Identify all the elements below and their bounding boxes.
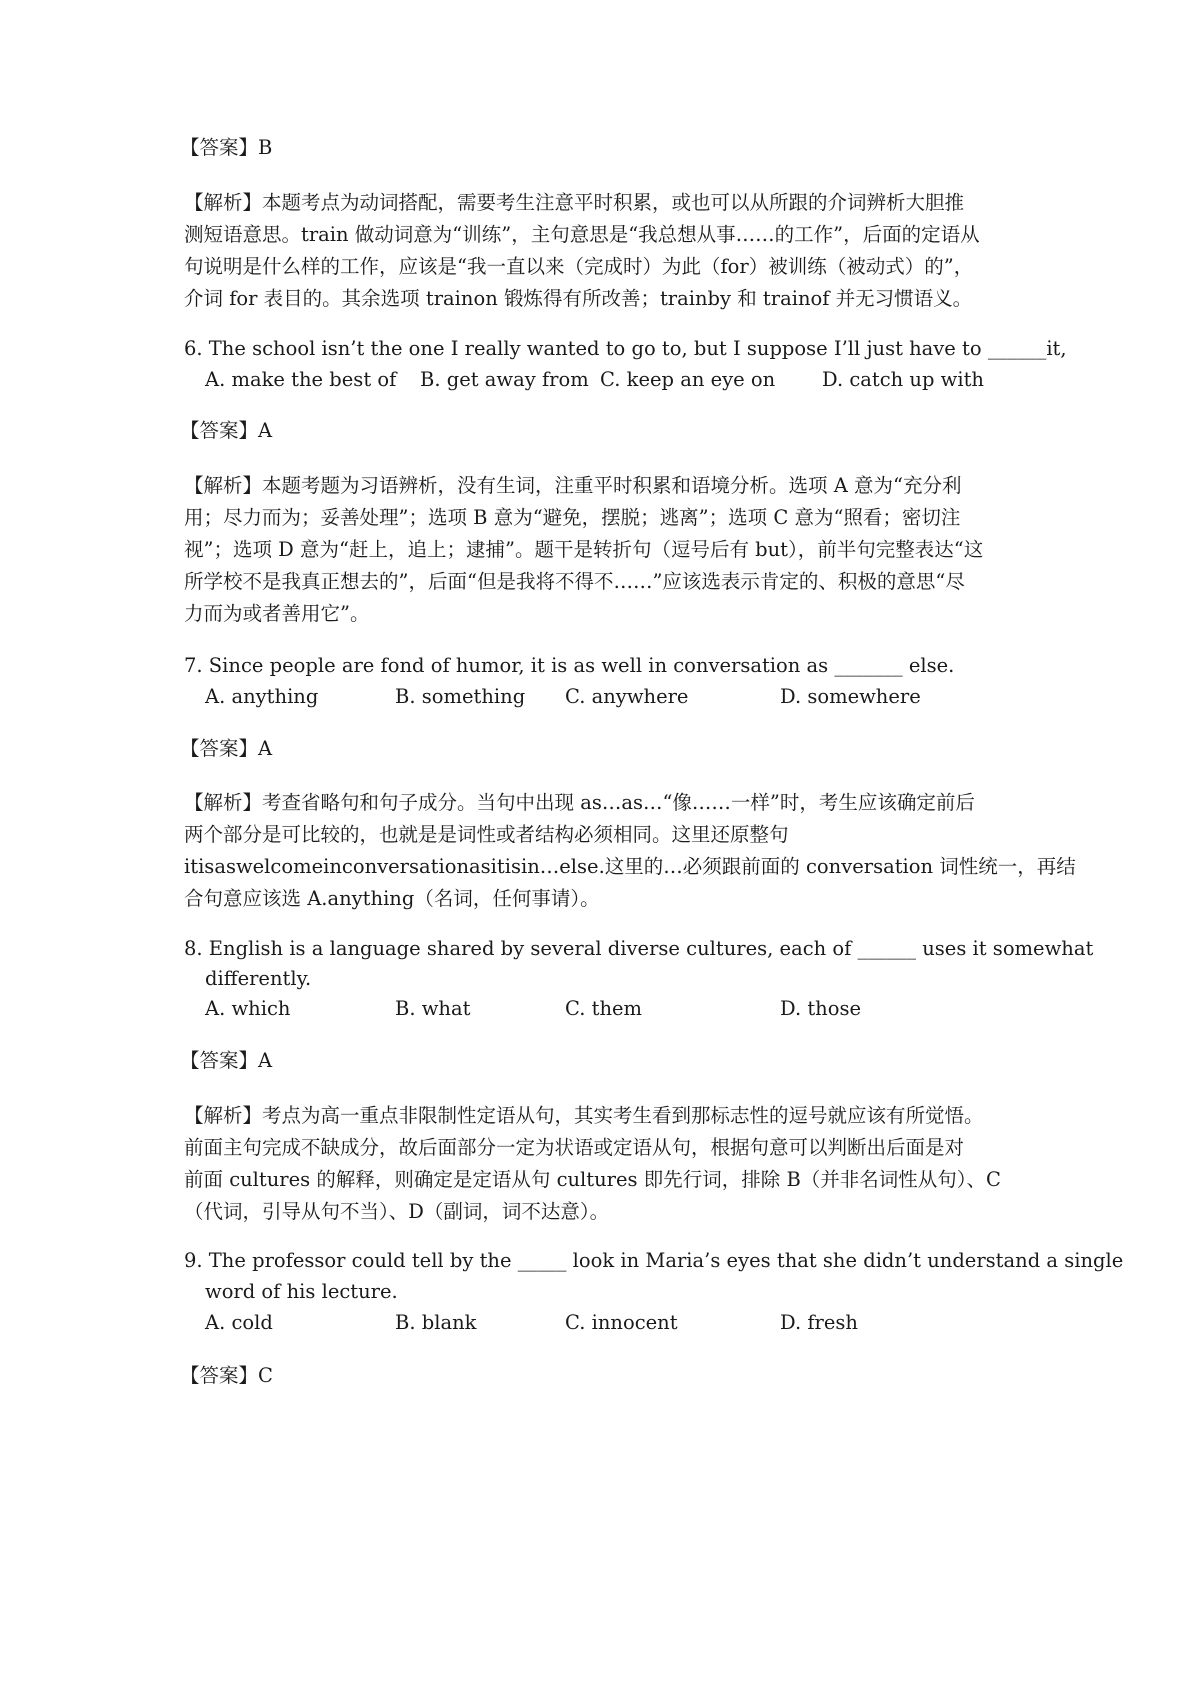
option-d: D. somewhere: [780, 685, 921, 708]
option-c: C. innocent: [565, 1311, 678, 1334]
analysis-6-line: 用；尽力而为；妥善处理”；选项 B 意为“避免，摆脱；逃离”；选项 C 意为“照看；密切注: [184, 506, 961, 529]
option-a: A. which: [205, 997, 291, 1020]
option-a: A. make the best of: [205, 368, 397, 391]
analysis-7-line: 【解析】考查省略句和句子成分。当句中出现 as…as…“像……一样”时，考生应该确定前后: [184, 791, 975, 814]
answer-8: 【答案】A: [180, 1049, 273, 1072]
analysis-5-line: 测短语意思。train 做动词意为“训练”，主句意思是“我总想从事……的工作”，后面的定语从: [184, 223, 980, 246]
analysis-7-line: 两个部分是可比较的，也就是是词性或者结构必须相同。这里还原整句: [184, 823, 789, 846]
analysis-7-line: itisaswelcomeinconversationasitisin…else.这里的…必须跟前面的 conversation 词性统一，再结: [184, 855, 1076, 878]
option-d: D. catch up with: [822, 368, 984, 391]
question-8-stem: differently.: [205, 967, 312, 990]
analysis-6-line: 力而为或者善用它”。: [184, 602, 370, 625]
question-7-stem: 7. Since people are fond of humor, it is as well in conversation as _______ else.: [184, 654, 955, 677]
analysis-5-line: 介词 for 表目的。其余选项 trainon 锻炼得有所改善；trainby 和 trainof 并无习惯语义。: [184, 287, 973, 310]
question-9-stem: word of his lecture.: [205, 1280, 398, 1303]
option-a: A. cold: [205, 1311, 273, 1334]
option-b: B. what: [395, 997, 471, 1020]
analysis-5-line: 句说明是什么样的工作，应该是“我一直以来（完成时）为此（for）被训练（被动式）的”，: [184, 255, 974, 278]
analysis-8-line: 【解析】考点为高一重点非限制性定语从句，其实考生看到那标志性的逗号就应该有所觉悟。: [184, 1104, 984, 1127]
option-b: B. get away from: [420, 368, 589, 391]
analysis-6-line: 视”；选项 D 意为“赶上，追上；逮捕”。题干是转折句（逗号后有 but），前半句完整表达“这: [184, 538, 984, 561]
question-6-stem: 6. The school isn’t the one I really wanted to go to, but I suppose I’ll just have to ______it,: [184, 337, 1067, 360]
analysis-8-line: （代词，引导从句不当）、D（副词，词不达意）。: [184, 1200, 610, 1223]
answer-6: 【答案】A: [180, 419, 273, 442]
analysis-8-line: 前面主句完成不缺成分，故后面部分一定为状语或定语从句，根据句意可以判断出后面是对: [184, 1136, 965, 1159]
question-8-stem: 8. English is a language shared by several diverse cultures, each of ______ uses it somewhat: [184, 937, 1094, 960]
option-c: C. keep an eye on: [600, 368, 776, 391]
answer-5: 【答案】B: [180, 136, 273, 159]
analysis-6-line: 【解析】本题考题为习语辨析，没有生词，注重平时积累和语境分析。选项 A 意为“充分利: [184, 474, 962, 497]
option-a: A. anything: [205, 685, 319, 708]
option-b: B. blank: [395, 1311, 477, 1334]
option-d: D. those: [780, 997, 862, 1020]
option-c: C. anywhere: [565, 685, 689, 708]
answer-7: 【答案】A: [180, 737, 273, 760]
option-d: D. fresh: [780, 1311, 858, 1334]
question-9-stem: 9. The professor could tell by the _____ look in Maria’s eyes that she didn’t understand a single: [184, 1249, 1124, 1272]
analysis-7-line: 合句意应该选 A.anything（名词，任何事请）。: [184, 887, 600, 910]
option-c: C. them: [565, 997, 643, 1020]
analysis-8-line: 前面 cultures 的解释，则确定是定语从句 cultures 即先行词，排除 B（并非名词性从句）、C: [184, 1168, 1001, 1191]
option-b: B. something: [395, 685, 526, 708]
analysis-5-line: 【解析】本题考点为动词搭配，需要考生注意平时积累，或也可以从所跟的介词辨析大胆推: [184, 191, 965, 214]
answer-9: 【答案】C: [180, 1364, 273, 1387]
analysis-6-line: 所学校不是我真正想去的”，后面“但是我将不得不……”应该选表示肯定的、积极的意思“尽: [184, 570, 965, 593]
